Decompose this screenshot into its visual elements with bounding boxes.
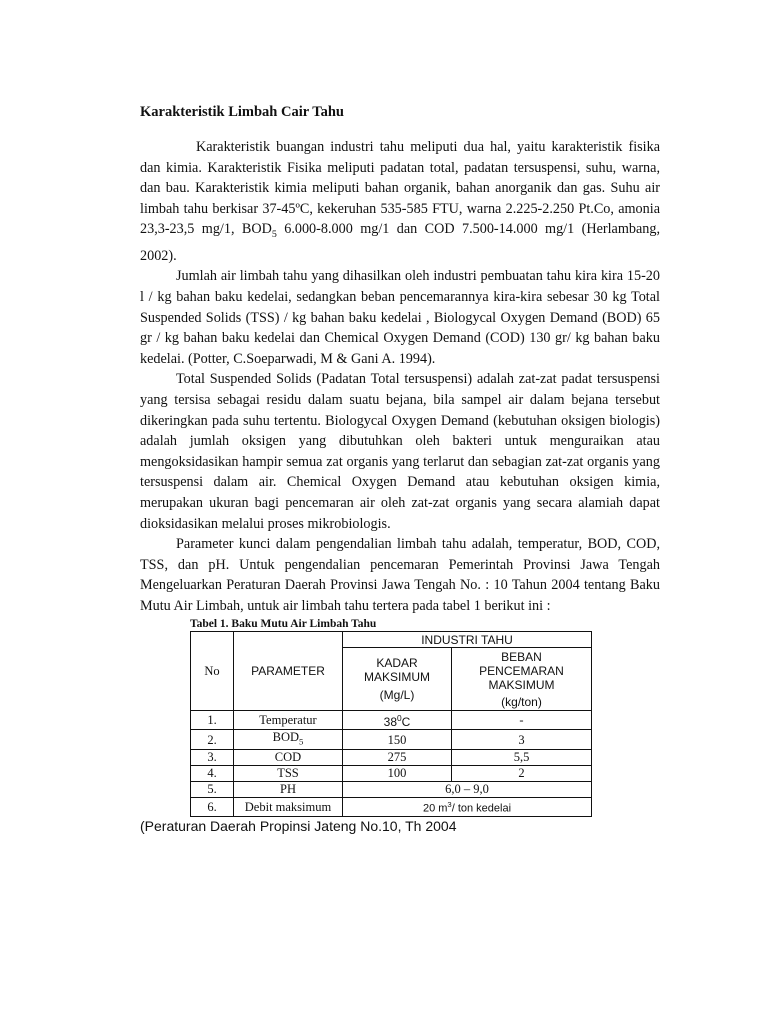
cell-no: 3. (191, 749, 234, 765)
kadar-unit: C (401, 715, 411, 730)
paragraph-1-text-end: 6.000-8.000 mg/1 dan COD 7.500-14.000 mg/1 (Herlambang, 2002). (140, 221, 661, 264)
table-source: (Peraturan Daerah Propinsi Jateng No.10, Th 2004 (140, 817, 457, 834)
paragraph-1-text: Karakteristik buangan industri tahu meliputi dua hal, yaitu karakteristik fisika dan kimia. Karakteristik Fisika meliputi padatan total, padatan tersuspensi, suhu, warna, dan bau. Karakteristik kimia meliputi bahan organik, bahan anorganik dan gas. Suhu air limbah tahu berkisar 37-45ºC, kekeruhan 535-585 FTU, warna 2.225-2.250 Pt.Co, amonia 23,3-23,5 mg/1, BOD (140, 139, 660, 238)
table-caption: Tabel 1. Baku Mutu Air Limbah Tahu (190, 618, 377, 631)
baku-mutu-table (190, 631, 592, 816)
header-industri-tahu: INDUSTRI TAHU (343, 632, 592, 648)
debit-unit: / ton kedelai (451, 802, 512, 815)
cell-kadar (343, 711, 452, 730)
cell-beban: 5,5 (452, 749, 592, 765)
header-beban-unit: (kg/ton) (501, 694, 542, 709)
table-row (191, 730, 592, 750)
section-title: Karakteristik Limbah Cair Tahu (140, 104, 344, 120)
cell-beban: 2 (452, 765, 592, 781)
cell-no: 6. (191, 797, 234, 816)
header-kadar-unit: (Mg/L) (379, 688, 415, 703)
cell-param: COD (234, 749, 343, 765)
table-row (191, 749, 592, 765)
header-kadar (343, 648, 452, 711)
paragraph-3: Total Suspended Solids (Padatan Total tersuspensi) adalah zat-zat padat tersuspensi yang tersisa sebagai residu dalam suatu bejana, bila sampel air dalam bejana tersebut dikeringkan pada suhu tertentu. Biologycal Oxygen Demand (kebutuhan oksigen biologis) adalah jumlah oksigen yang dibutuhkan oleh bakteri untuk menguraikan atau mengoksidasikan hampir semua zat organis yang terlarut dan sebagian zat-zat organis yang tersuspensi dalam air. Chemical Oxygen Demand atau kebutuhan oksigen kimia, merupakan ukuran bagi pencemaran air oleh zat-zat organis yang secara alamiah dapat dioksidasikan melalui proses mikrobiologis. (140, 371, 660, 532)
cell-kadar: 150 (343, 730, 452, 750)
param-text: BOD (272, 730, 300, 745)
header-beban-label: BEBAN PENCEMARAN MAKSIMUM (479, 649, 564, 692)
cell-param: TSS (234, 765, 343, 781)
cell-no: 1. (191, 711, 234, 730)
cell-kadar: 275 (343, 749, 452, 765)
cell-no: 5. (191, 781, 234, 797)
cell-kadar: 100 (343, 765, 452, 781)
bod-subscript: 5 (271, 229, 277, 241)
table-row (191, 781, 592, 797)
table-header-row (191, 632, 592, 648)
cell-param: Debit maksimum (234, 797, 343, 816)
paragraph-1 (140, 137, 660, 266)
cell-no: 2. (191, 730, 234, 750)
cell-beban: - (452, 711, 592, 730)
table-row (191, 711, 592, 730)
header-beban (452, 648, 592, 711)
table-row (191, 797, 592, 816)
param-sub: 5 (299, 736, 304, 747)
cell-no: 4. (191, 765, 234, 781)
cell-merged-value (343, 797, 592, 816)
degree-sup: 0 (397, 713, 402, 724)
paragraph-4: Parameter kunci dalam pengendalian limbah tahu adalah, temperatur, BOD, COD, TSS, dan pH. Untuk pengendalian pencemaran Pemerintah Provinsi Jawa Tengah Mengeluarkan Peraturan Daerah Provinsi Jawa Tengah No. : 10 Tahun 2004 tentang Baku Mutu Air Limbah, untuk air limbah tahu tertera pada tabel 1 berikut ini : (140, 536, 660, 614)
cell-param: PH (234, 781, 343, 797)
cell-merged-value: 6,0 – 9,0 (343, 781, 592, 797)
header-parameter: PARAMETER (234, 632, 343, 711)
document-page (140, 104, 660, 834)
header-no: No (191, 632, 234, 711)
cubic-sup: 3 (447, 799, 452, 809)
paragraph-2: Jumlah air limbah tahu yang dihasilkan oleh industri pembuatan tahu kira kira 15-20 l / kg bahan baku kedelai, sedangkan beban pencemarannya kira-kira sebesar 30 kg Total Suspended Solids (TSS) / kg bahan baku kedelai , Biologycal Oxygen Demand (BOD) 65 gr / kg bahan baku kedelai dan Chemical Oxygen Demand (COD) 130 gr/ kg bahan baku kedelai. (Potter, C.Soeparwadi, M & Gani A. 1994). (140, 268, 660, 367)
cell-beban: 3 (452, 730, 592, 750)
table-row (191, 765, 592, 781)
cell-param: Temperatur (234, 711, 343, 730)
kadar-value: 38 (383, 715, 397, 730)
debit-value: 20 m (422, 802, 448, 815)
header-kadar-label: KADAR MAKSIMUM (364, 656, 430, 685)
cell-param (234, 730, 343, 750)
